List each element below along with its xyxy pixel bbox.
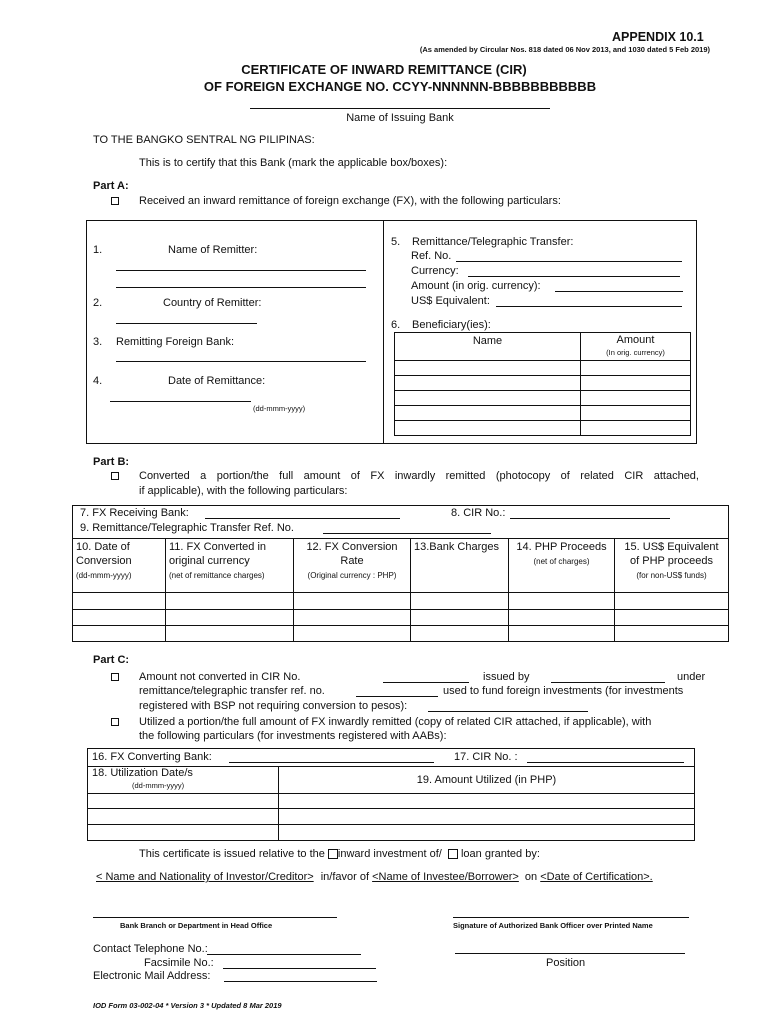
col-18: 18. Utilization Date/s (dd-mmm-yyyy) <box>88 767 279 794</box>
part-b-text-1: Converted a portion/the full amount of FX inwardly remitted (photocopy of related CIR attached, <box>139 470 699 482</box>
currency-label: Currency: <box>411 265 459 277</box>
f5-num: 5. <box>391 236 401 248</box>
f16-label: 16. FX Converting Bank: <box>92 751 212 763</box>
investor-line <box>96 871 653 883</box>
issued-text-a: This certificate is issued relative to the <box>139 848 325 860</box>
remitter-country-line[interactable] <box>116 323 257 324</box>
table-row <box>73 626 729 642</box>
fax-line[interactable] <box>223 968 376 969</box>
date-format-hint: (dd-mmm-yyyy) <box>253 404 306 413</box>
issuing-bank-line[interactable] <box>250 108 550 109</box>
amount-label: Amount (in orig. currency): <box>411 280 541 292</box>
appendix-label: APPENDIX 10.1 <box>612 30 704 44</box>
remitter-name-line-2[interactable] <box>116 287 366 288</box>
table-row <box>88 825 695 841</box>
table-row <box>395 406 691 421</box>
issuing-bank-label: Name of Issuing Bank <box>346 112 454 124</box>
ben-col-name: Name <box>395 333 581 361</box>
col-19: 19. Amount Utilized (in PHP) <box>279 767 695 794</box>
amount-line[interactable] <box>555 291 683 292</box>
part-c-label: Part C: <box>93 654 130 666</box>
addressee: TO THE BANGKO SENTRAL NG PILIPINAS: <box>93 134 315 146</box>
f5-label: Remittance/Telegraphic Transfer: <box>412 236 574 248</box>
table-row <box>88 794 695 809</box>
part-c-p2-l1: Utilized a portion/the full amount of FX inwardly remitted (copy of related CIR attached, if applicable), with <box>139 716 652 728</box>
f2-num: 2. <box>93 297 103 309</box>
phone-line[interactable] <box>207 954 361 955</box>
col-14: 14. PHP Proceeds (net of charges) <box>509 539 615 593</box>
part-a-text: Received an inward remittance of foreign exchange (FX), with the following particulars: <box>139 195 561 207</box>
part-b-checkbox[interactable] <box>111 470 119 482</box>
title-line-2: OF FOREIGN EXCHANGE NO. CCYY-NNNNNN-BBBBBBBBBBB <box>203 79 597 94</box>
currency-line[interactable] <box>468 276 680 277</box>
part-b-text-2: if applicable), with the following particulars: <box>139 485 348 497</box>
part-c-p1-b: issued by <box>483 671 530 683</box>
f7-label: 7. FX Receiving Bank: <box>80 507 189 519</box>
issued-relative-line <box>139 848 540 860</box>
in-favor-text: in/favor of <box>320 871 370 883</box>
f1-num: 1. <box>93 244 103 256</box>
table-row <box>73 610 729 626</box>
title-line-1: CERTIFICATE OF INWARD REMITTANCE (CIR) <box>241 62 527 77</box>
fx-receiving-bank-line[interactable] <box>205 518 400 519</box>
beneficiaries-table <box>394 332 691 436</box>
phone-label: Contact Telephone No.: <box>93 943 208 955</box>
amended-note: (As amended by Circular Nos. 818 dated 06 Nov 2013, and 1030 dated 5 Feb 2019) <box>419 45 710 54</box>
f3-label: Remitting Foreign Bank: <box>116 336 234 348</box>
part-b-label: Part B: <box>93 456 130 468</box>
investment-amount-line[interactable] <box>428 711 588 712</box>
col-11: 11. FX Converted in original currency (net of remittance charges) <box>166 539 294 593</box>
remitter-name-line-1[interactable] <box>116 270 366 271</box>
f17-label: 17. CIR No. : <box>454 751 518 763</box>
name-investee: <Name of Investee/Borrower> <box>372 871 519 883</box>
table-row <box>88 809 695 825</box>
issued-text-b: inward investment of/ <box>337 848 442 860</box>
cir-no-line-b[interactable] <box>510 518 670 519</box>
part-a-label: Part A: <box>93 180 129 192</box>
name-investor: < Name and Nationality of Investor/Creditor> <box>96 871 314 883</box>
col-12: 12. FX Conversion Rate (Original currency : PHP) <box>294 539 411 593</box>
date-certification: <Date of Certification>. <box>540 871 653 883</box>
ref-no-label: Ref. No. <box>411 250 452 262</box>
issued-text-c: loan granted by: <box>460 848 540 860</box>
col-15: 15. US$ Equivalent of PHP proceeds (for non-US$ funds) <box>615 539 729 593</box>
ref-no-line[interactable] <box>456 261 682 262</box>
f6-label: Beneficiary(ies): <box>412 319 491 331</box>
part-c-p2-l2: the following particulars (for investments registered with AABs): <box>139 730 447 742</box>
signature-label: Signature of Authorized Bank Officer over Printed Name <box>453 921 653 930</box>
remitting-bank-line[interactable] <box>116 361 366 362</box>
usd-label: US$ Equivalent: <box>411 295 490 307</box>
cir-no-line-c2[interactable] <box>527 762 684 763</box>
f1-label: Name of Remitter: <box>168 244 258 256</box>
f4-label: Date of Remittance: <box>168 375 266 387</box>
col-13: 13.Bank Charges <box>411 539 509 593</box>
f8-label: 8. CIR No.: <box>451 507 506 519</box>
cir-no-line-c[interactable] <box>383 682 469 683</box>
part-c-p1-a: Amount not converted in CIR No. <box>139 671 301 683</box>
position-line[interactable] <box>455 953 685 954</box>
table-row <box>395 376 691 391</box>
email-line[interactable] <box>224 981 377 982</box>
part-a-checkbox[interactable] <box>111 195 119 207</box>
part-c-p1-l2a: remittance/telegraphic transfer ref. no. <box>139 685 325 697</box>
bank-branch-label: Bank Branch or Department in Head Office <box>120 921 273 930</box>
loan-granted-checkbox[interactable] <box>448 849 458 859</box>
certify-statement: This is to certify that this Bank (mark the applicable box/boxes): <box>139 157 448 169</box>
part-c-checkbox-2[interactable] <box>111 716 119 728</box>
tt-ref-line-c[interactable] <box>356 696 438 697</box>
conversion-table <box>72 538 729 642</box>
f9-label: 9. Remittance/Telegraphic Transfer Ref. No. <box>80 522 294 534</box>
fax-label: Facsimile No.: <box>144 957 214 969</box>
usd-line[interactable] <box>496 306 682 307</box>
tt-ref-line[interactable] <box>323 533 491 534</box>
part-c-p1-c: under <box>677 671 706 683</box>
part-c-checkbox-1[interactable] <box>111 671 119 683</box>
ben-col-amount: Amount (In orig. currency) <box>581 333 691 361</box>
f4-num: 4. <box>93 375 103 387</box>
fx-converting-bank-line[interactable] <box>229 762 434 763</box>
inward-investment-checkbox[interactable] <box>328 849 338 859</box>
table-row <box>395 391 691 406</box>
part-c-p1-l3: registered with BSP not requiring conversion to pesos): <box>139 700 408 712</box>
signature-line[interactable] <box>453 917 689 918</box>
part-c-p1-l2b: used to fund foreign investments (for investments <box>443 685 684 697</box>
issued-by-line[interactable] <box>551 682 665 683</box>
on-text: on <box>524 871 538 883</box>
utilization-table <box>87 766 695 841</box>
table-row <box>73 593 729 610</box>
form-id: IOD Form 03-002-04 * Version 3 * Updated 8 Mar 2019 <box>93 1001 282 1010</box>
f3-num: 3. <box>93 336 103 348</box>
remittance-date-line[interactable] <box>110 401 251 402</box>
col-10: 10. Date of Conversion (dd-mmm-yyyy) <box>73 539 166 593</box>
f2-label: Country of Remitter: <box>163 297 262 309</box>
bank-branch-line[interactable] <box>93 917 337 918</box>
f6-num: 6. <box>391 319 401 331</box>
position-label: Position <box>546 957 586 969</box>
table-row <box>395 361 691 376</box>
table-row <box>395 421 691 436</box>
email-label: Electronic Mail Address: <box>93 970 211 982</box>
